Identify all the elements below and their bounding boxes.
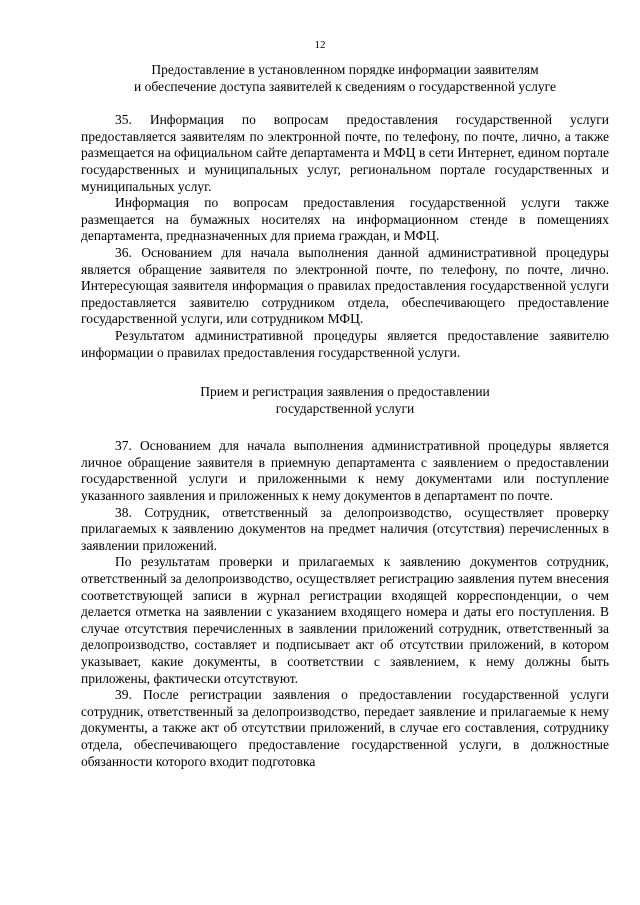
heading-line: и обеспечение доступа заявителей к сведениям о государственной услуге [134,78,556,94]
paragraph-39: 39. После регистрации заявления о предоставлении государственной услуги сотрудник, ответственный за делопроизводство, передает заявление и прилагаемые к нему документы, а также акт об отсутствии приложений, в случае его составления, сотруднику отдела, обеспечивающего предоставление государственной услуги, в должностные обязанности которого входит подготовка [81,687,609,769]
section-heading-registration [81,384,609,417]
paragraph-36: 36. Основанием для начала выполнения данной административной процедуры является обращение заявителя по электронной почте, по телефону, по почте, лично. Интересующая заявителя информация о правилах предоставления государственной услуги предоставляется заявителю сотрудником отдела, обеспечивающего предоставление государственной услуги, или сотрудником МФЦ. [81,244,609,327]
paragraph-info-stand: Информация по вопросам предоставления государственной услуги также размещается на бумажных носителях на информационном стенде в помещениях департамента, предназначенных для приема граждан, и МФЦ. [81,195,609,244]
page-number: 12 [314,39,326,51]
document-body [81,62,609,770]
heading-line: Предоставление в установленном порядке информации заявителям [151,62,539,77]
paragraph-38: 38. Сотрудник, ответственный за делопроизводство, осуществляет проверку прилагаемых к заявлению документов на предмет наличия (отсутствия) перечисленных в заявлении приложений. [81,504,609,553]
section-heading-information [81,62,609,95]
heading-line: государственной услуги [275,400,415,416]
heading-line: Прием и регистрация заявления о предоставлении [200,384,490,400]
paragraph-result: Результатом административной процедуры является предоставление заявителю информации о правилах предоставления государственной услуги. [81,327,609,360]
paragraph-37: 37. Основанием для начала выполнения административной процедуры является личное обращение заявителя в приемную департамента с заявлением о предоставлении государственной услуги и приложенными к нему документами или поступление указанного заявления и приложенных к нему документов в департамент по почте. [81,438,609,504]
paragraph-35: 35. Информация по вопросам предоставления государственной услуги предоставляется заявителям по электронной почте, по телефону, по почте, лично, а также размещается на официальном сайте департамента и МФЦ в сети Интернет, едином портале государственных и муниципальных услуг, региональном портале государственных и муниципальных услуг. [81,112,609,194]
paragraph-verification: По результатам проверки и прилагаемых к заявлению документов сотрудник, ответственный за делопроизводство, осуществляет регистрацию заявления путем внесения соответствующей записи в журнал регистрации входящей корреспонденции, о чем делается отметка на заявлении с указанием входящего номера и даты его поступления. В случае отсутствия перечисленных в заявлении приложений сотрудник, ответственный за делопроизводство, составляет и подписывает акт об отсутствии приложений, в котором указывает, какие документы, в соответствии с заявлением, к нему должны быть приложены, фактически отсутствуют. [81,554,609,686]
